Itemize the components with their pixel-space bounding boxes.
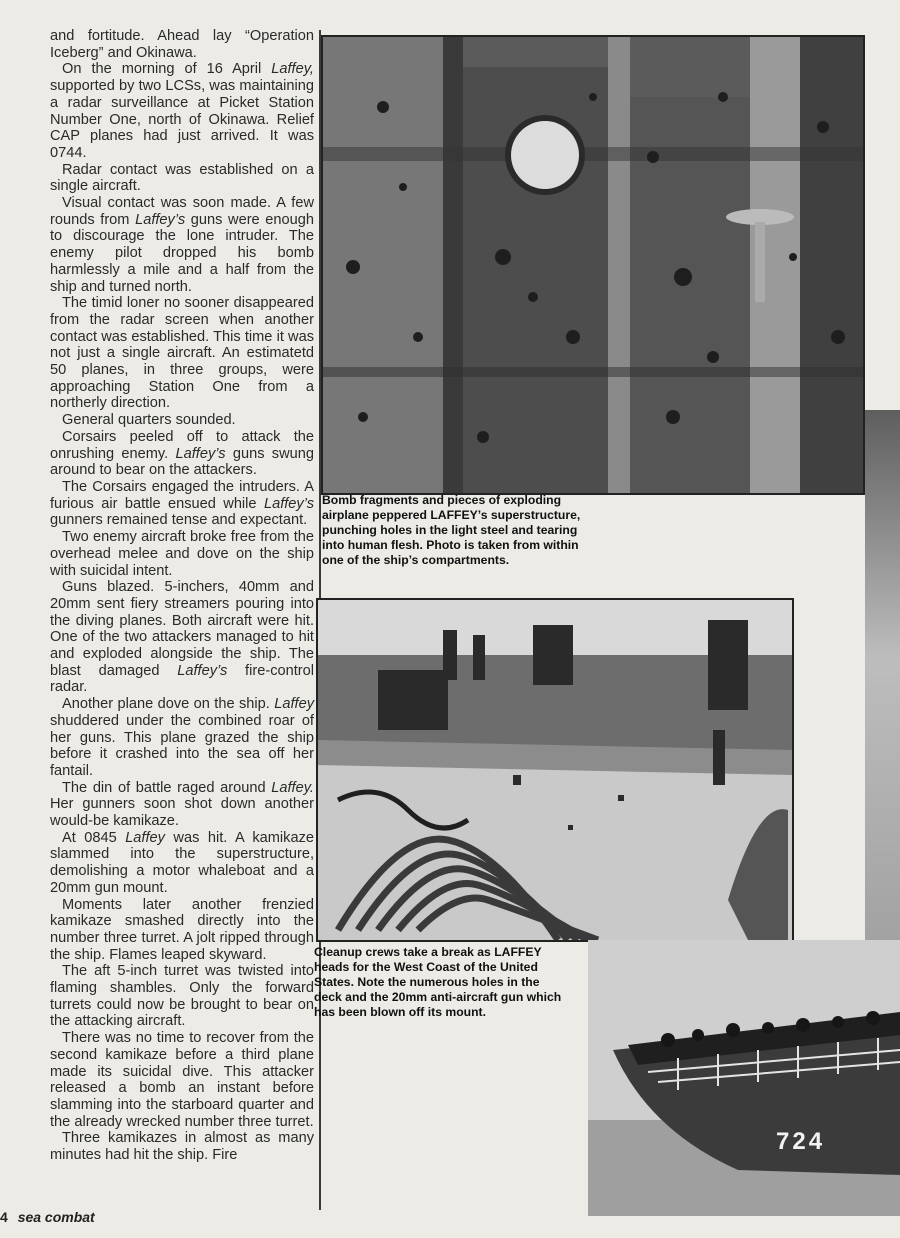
article-paragraph: [50, 28, 314, 61]
ship-name-italic: Laffey’s: [177, 662, 228, 679]
ship-name-italic: Laffey’s: [263, 495, 314, 512]
caption-photo-2: Cleanup crews take a break as LAFFEY heads for the West Coast of the United States. Note the numerous holes in the deck and the 20mm anti-aircraft gun which has been blown off its mount.: [314, 945, 562, 1019]
ship-name-italic: Laffey,: [271, 61, 314, 78]
ship-name-italic: Laffey: [125, 829, 165, 846]
article-paragraph: [50, 1030, 314, 1130]
paragraph-text: At 0845: [62, 829, 126, 846]
paragraph-text: The din of battle raged around: [62, 779, 272, 796]
paragraph-text: The Corsairs engaged the intruders. A furious air battle ensued while: [50, 478, 314, 512]
article-paragraph: [50, 1130, 314, 1163]
paragraph-text: Three kamikazes in almost as many minutes had hit the ship. Fire: [50, 1130, 314, 1164]
article-paragraph: [50, 780, 314, 830]
ship-name-italic: Laffey’s: [175, 445, 226, 462]
paragraph-text: gunners remained tense and expectant.: [50, 512, 308, 529]
article-paragraph: [50, 195, 314, 295]
paragraph-text: guns were enough to discourage the lone intruder. The enemy pilot dropped his bomb harmlessly a mile and a half from the ship and turned north.: [50, 211, 315, 295]
article-paragraph: [50, 479, 314, 529]
paragraph-text: The aft 5-inch turret was twisted into flaming shambles. Only the forward turrets could now be brought to bear on the attacking aircraft.: [50, 963, 314, 1030]
ship-name-italic: Laffey.: [271, 779, 314, 796]
article-paragraph: [50, 897, 314, 964]
photo-damaged-superstructure: [321, 35, 865, 495]
article-paragraph: [50, 429, 314, 479]
paragraph-text: Two enemy aircraft broke free from the overhead melee and dove on the ship with suicidal intent.: [50, 529, 314, 579]
paragraph-text: Corsairs peeled off to attack the onrushing enemy.: [50, 428, 314, 462]
paragraph-text: Her gunners soon shot down another would-be kamikaze.: [50, 796, 314, 830]
paragraph-text: shuddered under the combined roar of her guns. This plane grazed the ship before it crashed into the sea off her fantail.: [50, 712, 314, 779]
hull-number: 724: [776, 1128, 826, 1155]
paragraph-text: Moments later another frenzied kamikaze smashed directly into the number three turret. A jolt ripped through the ship. Flames leaped skyward.: [50, 896, 314, 963]
paragraph-text: fire-control radar.: [50, 662, 314, 696]
paragraph-text: supported by two LCSs, was maintaining a radar surveillance at Picket Station Number One, north of Okinawa. Relief CAP planes had just arrived. It was 0744.: [50, 78, 314, 161]
article-body: [50, 28, 314, 1164]
ship-name-italic: Laffey: [274, 696, 314, 713]
caption-photo-1: Bomb fragments and pieces of exploding airplane peppered LAFFEY’s superstructure, punching holes in the light steel and tearing into human flesh. Photo is taken from within one of the ship’s compartments.: [322, 493, 581, 567]
article-paragraph: [50, 295, 314, 412]
paragraph-text: and fortitude. Ahead lay “Operation Iceberg” and Okinawa.: [50, 28, 314, 61]
article-paragraph: [50, 61, 314, 161]
magazine-title: sea combat: [17, 1209, 95, 1225]
ship-name-italic: Laffey’s: [135, 211, 186, 228]
article-paragraph: [50, 963, 314, 1030]
paragraph-text: Guns blazed. 5-inchers, 40mm and 20mm sent fiery streamers pouring into the diving planes. Both aircraft were hit. One of the two attackers managed to hit and exploded alongside the ship. The blast damaged: [50, 579, 314, 679]
article-paragraph: [50, 529, 314, 579]
article-paragraph: [50, 162, 314, 195]
page-footer: [0, 1209, 95, 1225]
article-paragraph: [50, 579, 314, 696]
paragraph-text: The timid loner no sooner disappeared from the radar screen when another contact was established. This time it was not just a single aircraft. An estimatetd 50 planes, in three groups, were approaching Station One from a northerly direction.: [50, 295, 314, 412]
paragraph-text: There was no time to recover from the second kamikaze before a third plane made its suicidal dive. This attacker released a bomb an instant before slamming into the starboard quarter and the already wrecked number three turret.: [50, 1030, 314, 1130]
photo-edge-strip: [865, 410, 900, 1030]
article-paragraph: [50, 412, 314, 429]
paragraph-text: General quarters sounded.: [62, 412, 236, 429]
paragraph-text: Visual contact was soon made. A few rounds from: [50, 195, 314, 228]
photo-deck-cleanup: [316, 598, 794, 942]
page-number: 4: [0, 1209, 8, 1225]
article-paragraph: [50, 696, 314, 780]
paragraph-text: guns swung around to bear on the attackers.: [50, 445, 314, 479]
paragraph-text: was hit. A kamikaze slammed into the superstructure, demolishing a motor whaleboat and a 20mm gun mount.: [50, 829, 314, 896]
article-paragraph: [50, 830, 314, 897]
paragraph-text: On the morning of 16 April: [62, 61, 272, 78]
paragraph-text: Another plane dove on the ship.: [62, 696, 275, 713]
paragraph-text: Radar contact was established on a single aircraft.: [50, 161, 314, 195]
photo-ship-hull: [588, 940, 900, 1216]
